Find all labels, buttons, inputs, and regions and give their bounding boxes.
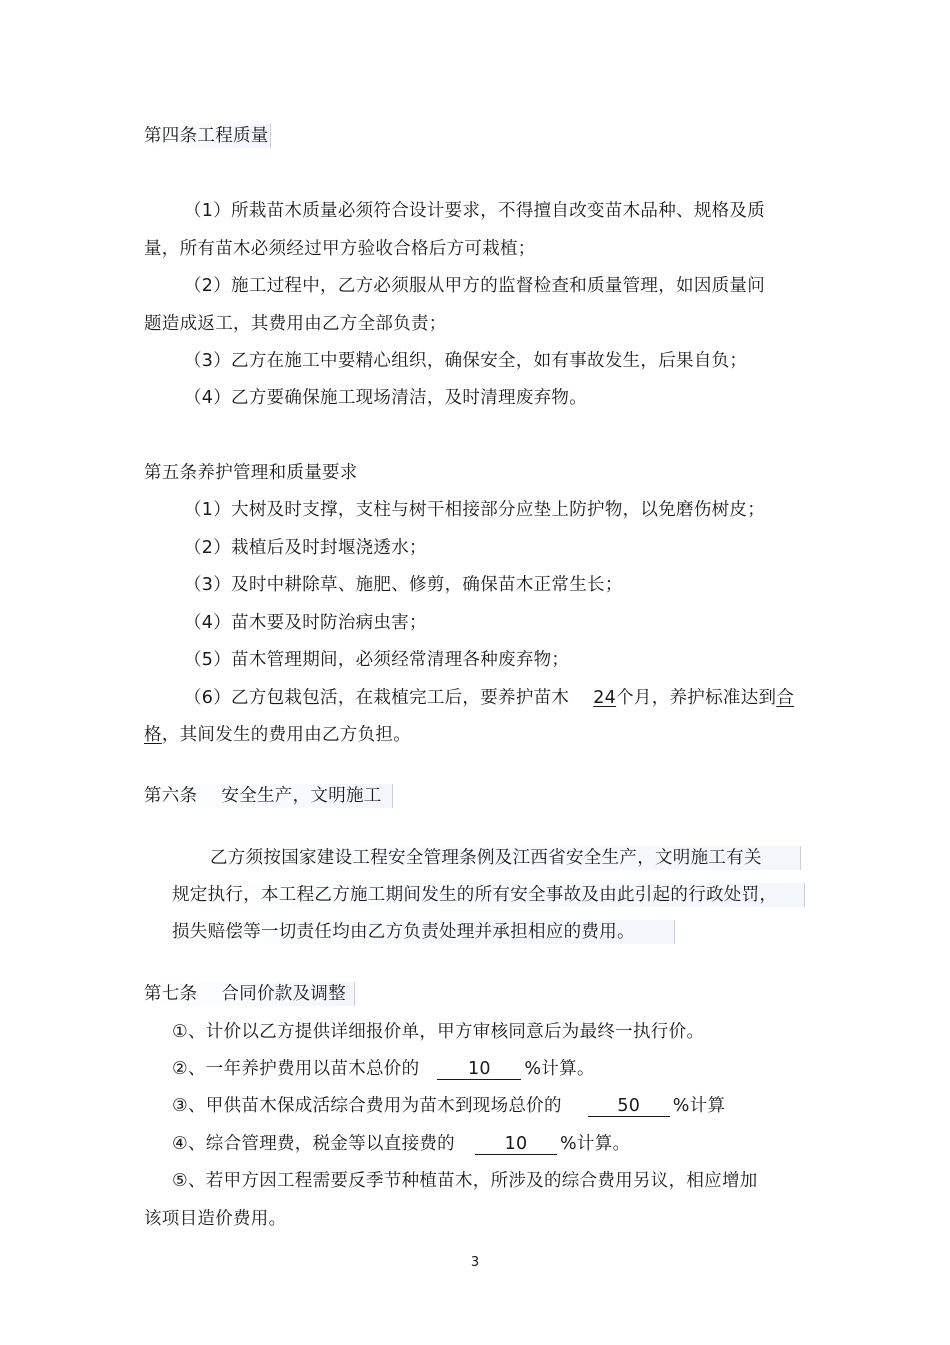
article-4-item-2-line-2: 题造成返工，其费用由乙方全部负责； bbox=[144, 314, 447, 334]
article-4-item-1-line-1: （1）所栽苗木质量必须符合设计要求，不得擅自改变苗木品种、规格及质 bbox=[184, 201, 766, 221]
article-5-item-3: （3）及时中耕除草、施肥、修剪，确保苗木正常生长； bbox=[184, 575, 623, 595]
article-4-item-4: （4）乙方要确保施工现场清洁，及时清理废弃物。 bbox=[184, 388, 588, 408]
article-7-item-3-prefix: ③、甲供苗木保成活综合费用为苗木到现场总价的 bbox=[172, 1096, 562, 1116]
article-5-item-6-line-2 bbox=[144, 723, 411, 747]
article-5-title: 第五条养护管理和质量要求 bbox=[144, 463, 358, 483]
article-6-number: 第六条 bbox=[144, 786, 198, 806]
article-5-item-6-prefix: （6）乙方包栽包活，在栽植完工后，要养护苗木 bbox=[184, 688, 570, 708]
article-5-item-2: （2）栽植后及时封堰浇透水； bbox=[184, 538, 427, 558]
management-fee-percent-value: 10 bbox=[475, 1134, 557, 1155]
article-7-title bbox=[144, 982, 355, 1006]
article-5-item-6-suffix: ，其间发生的费用由乙方负担。 bbox=[161, 725, 412, 745]
article-4-title bbox=[144, 124, 271, 148]
article-6-line-1: 乙方须按国家建设工程安全管理条例及江西省安全生产，文明施工有关 bbox=[210, 846, 801, 870]
article-5-item-6-line-1 bbox=[184, 686, 814, 710]
article-7-item-3-suffix: %计算 bbox=[672, 1096, 726, 1116]
article-7-item-4 bbox=[172, 1132, 630, 1156]
survival-fee-percent-value: 50 bbox=[588, 1096, 670, 1117]
article-7-item-2-suffix: %计算。 bbox=[524, 1059, 595, 1079]
article-7-item-4-prefix: ④、综合管理费，税金等以直接费的 bbox=[172, 1134, 455, 1154]
article-7-heading: 合同价款及调整 bbox=[221, 984, 347, 1004]
article-7-item-2-prefix: ②、一年养护费用以苗木总价的 bbox=[172, 1059, 420, 1079]
page-number: 3 bbox=[470, 1255, 480, 1270]
article-6-heading: 安全生产，文明施工 bbox=[221, 786, 382, 806]
article-7-item-2 bbox=[172, 1057, 595, 1081]
maintenance-months-value: 24 bbox=[593, 688, 617, 708]
article-6-line-2: 规定执行，本工程乙方施工期间发生的所有安全事故及由此引起的行政处罚， bbox=[172, 883, 805, 907]
article-5-item-6-mid: 个月，养护标准达到 bbox=[616, 688, 777, 708]
maintenance-standard-value-part-1: 合 bbox=[776, 688, 795, 708]
article-7-item-4-suffix: %计算。 bbox=[560, 1134, 631, 1154]
article-7-item-3 bbox=[172, 1094, 725, 1118]
article-5-item-4: （4）苗木要及时防治病虫害； bbox=[184, 613, 427, 633]
article-4-item-2-line-1: （2）施工过程中，乙方必须服从甲方的监督检查和质量管理，如因质量问 bbox=[184, 276, 766, 296]
article-7-item-5-line-1: ⑤、若甲方因工程需要反季节种植苗木，所涉及的综合费用另议，相应增加 bbox=[172, 1171, 758, 1191]
maintenance-standard-value-part-2: 格 bbox=[144, 725, 162, 745]
article-5-item-5: （5）苗木管理期间，必须经常清理各种废弃物； bbox=[184, 650, 570, 670]
article-7-item-1: ①、计价以乙方提供详细报价单，甲方审核同意后为最终一执行价。 bbox=[172, 1022, 705, 1042]
article-4-title-text: 第四条工程质量 bbox=[144, 126, 269, 146]
article-4-item-3: （3）乙方在施工中要精心组织，确保安全，如有事故发生，后果自负； bbox=[184, 351, 748, 371]
maintenance-fee-percent-value: 10 bbox=[437, 1059, 521, 1080]
article-4-item-1-line-2: 量，所有苗木必须经过甲方验收合格后方可栽植； bbox=[144, 239, 536, 259]
article-6-title bbox=[144, 784, 393, 808]
article-6-line-3: 损失赔偿等一切责任均由乙方负责处理并承担相应的费用。 bbox=[172, 920, 675, 944]
article-5-item-1: （1）大树及时支撑，支柱与树干相接部分应垫上防护物，以免磨伤树皮； bbox=[184, 500, 766, 520]
article-7-number: 第七条 bbox=[144, 984, 198, 1004]
article-7-item-5-line-2: 该项目造价费用。 bbox=[144, 1209, 287, 1229]
